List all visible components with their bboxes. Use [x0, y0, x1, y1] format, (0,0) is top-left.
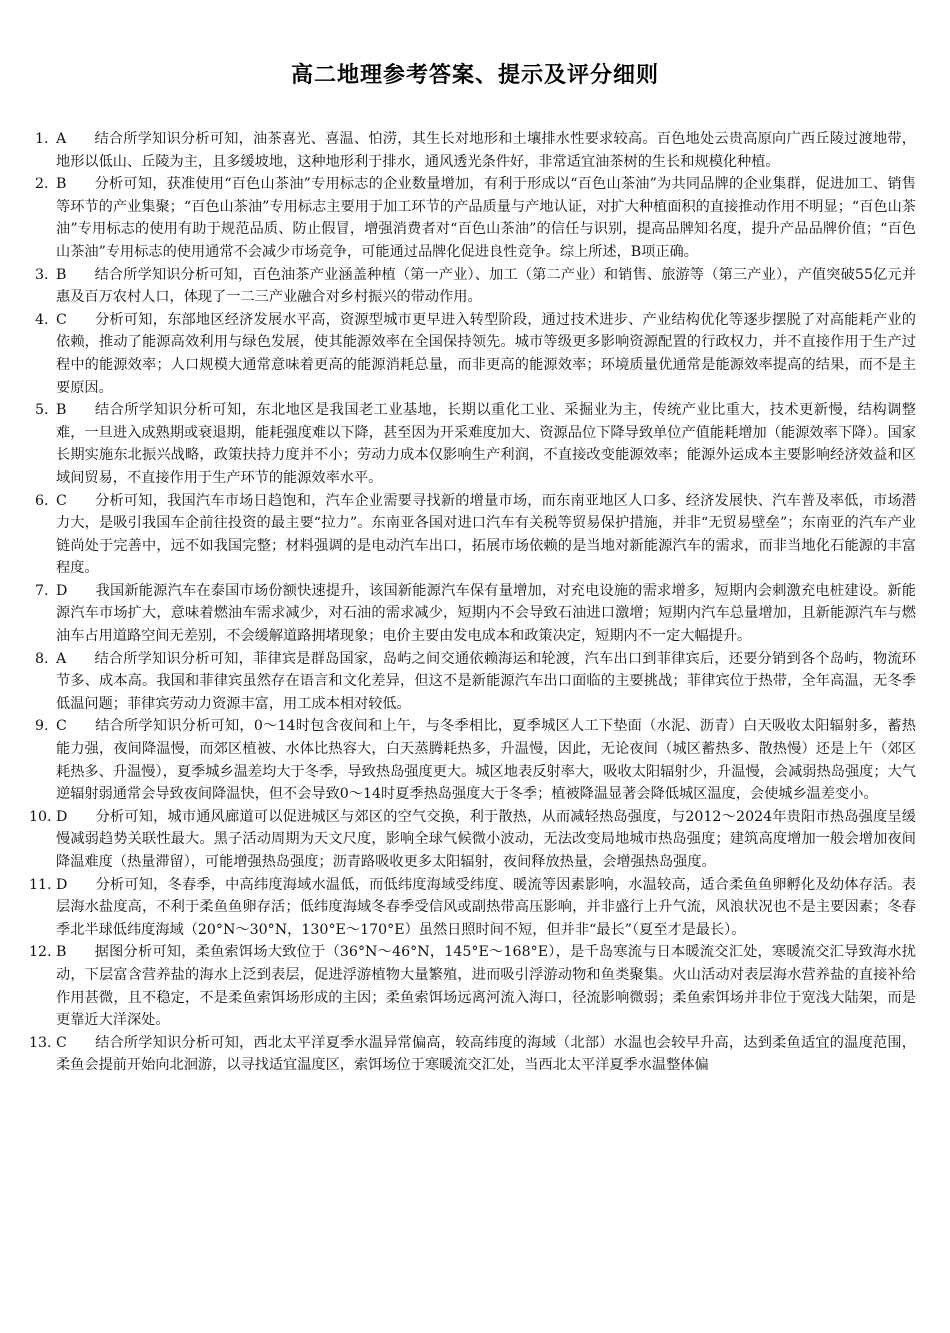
answer-explanation: 分析可知，冬春季，中高纬度海域水温低，而低纬度海域受纬度、暖流等因素影响，水温较高，适合柔鱼鱼卵孵化及幼体存活。表层海水盐度高，不利于柔鱼鱼卵存活；低纬度海域冬春季受信风或副热带高压影响，并非盛行上升气流，风浪状况也不是主要因素；冬春季北半球低纬度海域（20°N～30°N，130°E～170°E）虽然日照时间不短，但并非“最长”（夏至才是最长）。 [56, 876, 916, 938]
answer-item-10 [29, 806, 916, 874]
answer-item-11 [29, 874, 916, 942]
answer-option: D [56, 876, 68, 893]
answer-explanation: 结合所学知识分析可知，菲律宾是群岛国家，岛屿之间交通依赖海运和轮渡，汽车出口到菲律宾后，还要分销到各个岛屿，物流环节多、成本高。我国和菲律宾虽然存在语言和文化差异，但这不是新能源汽车出口面临的主要挑战；菲律宾位于热带，全年高温，无冬季低温问题；菲律宾劳动力资源丰富，用工成本相对较低。 [56, 650, 916, 712]
answer-option: B [56, 944, 67, 961]
page-title: 高二地理参考答案、提示及评分细则 [290, 63, 659, 88]
answer-option: B [56, 402, 67, 419]
answer-number: 8. [35, 650, 49, 667]
answer-number: 11. [29, 876, 52, 893]
answer-number: 4. [35, 311, 49, 328]
answer-item-6 [36, 490, 916, 580]
answer-item-13 [29, 1032, 916, 1077]
answer-number: 6. [35, 492, 49, 509]
answer-number: 1. [35, 131, 49, 147]
answer-item-2 [36, 173, 916, 263]
answer-explanation: 结合所学知识分析可知，东北地区是我国老工业基地，长期以重化工业、采掘业为主，传统产业比重大，技术更新慢，结构调整难，一旦进入成熟期或衰退期，能耗强度难以下降，甚至因为开采难度加大、资源品位下降导致单位产值能耗增加（能源效率下降）。国家长期实施东北振兴战略，政策扶持力度并不小；劳动力成本仅影响生产利润，不直接改变能源效率；能源外运成本主要影响经济效益和区域间贸易，不直接作用于生产环节的能源效率水平。 [56, 402, 916, 486]
answer-item-13-clip [29, 1032, 916, 1074]
answer-item-3 [36, 264, 916, 309]
answer-option: C [56, 492, 67, 509]
answer-option: C [56, 311, 67, 328]
answer-number: 12. [29, 944, 52, 961]
answer-option: A [56, 650, 67, 667]
answer-option: B [56, 266, 67, 283]
answer-explanation: 据图分析可知，柔鱼索饵场大致位于（36°N～46°N，145°E～168°E），是千岛寒流与日本暖流交汇处，寒暖流交汇导致海水扰动，下层富含营养盐的海水上泛到表层，促进浮游植物大量繁殖，进而吸引浮游动物和鱼类聚集。火山活动对表层海水营养盐的直接补给作用甚微，且不稳定，不是柔鱼索饵场形成的主因；柔鱼索饵场远离河流入海口，径流影响微弱；柔鱼索饵场并非位于宽浅大陆架，而是更靠近大洋深处。 [56, 944, 916, 1029]
answer-item-8 [36, 648, 916, 716]
answer-explanation: 结合所学知识分析可知，0～14时包含夜间和上午，与冬季相比，夏季城区人工下垫面（水泥、沥青）白天吸收太阳辐射多，蓄热能力强，夜间降温慢，而郊区植被、水体比热容大，白天蒸腾耗热多，升温慢，因此，无论夜间（城区蓄热多、散热慢）还是上午（郊区耗热多、升温慢），夏季城乡温差均大于冬季，导致热岛强度更大。城区地表反射率大，吸收太阳辐射少，升温慢，会减弱热岛强度；大气逆辐射弱通常会导致夜间降温快，但不会导致0～14时夏季热岛强度大于冬季；植被降温显著会降低城区温度，会使城乡温差变小。 [56, 718, 916, 803]
answer-item-9 [36, 715, 916, 805]
answer-explanation: 分析可知，获准使用“百色山茶油”专用标志的企业数量增加，有利于形成以“百色山茶油”为共同品牌的企业集群，促进加工、销售等环节的产业集聚；“百色山茶油”专用标志主要用于加工环节的产品质量与产地认证，对扩大种植面积的直接推动作用不明显；“百色山茶油”专用标志的使用有助于规范品质、防止假冒，增强消费者对“百色山茶油”的信任与识别，提高品牌知名度，提升产品品牌价值；“百色山茶油”专用标志的使用通常不会减少市场竞争，可能通过品牌化促进良性竞争。综上所述，B项正确。 [56, 176, 916, 260]
answer-item-12 [29, 941, 916, 1031]
answer-explanation: 分析可知，我国汽车市场日趋饱和，汽车企业需要寻找新的增量市场，而东南亚地区人口多、经济发展快、汽车普及率低，市场潜力大，是吸引我国车企前往投资的最主要“拉力”。东南亚各国对进口汽车有关税等贸易保护措施，并非“无贸易壁垒”；东南亚的汽车产业链尚处于完善中，远不如我国完整；材料强调的是电动汽车出口，拓展市场依赖的是当地对新能源汽车的需求，而非当地化石能源的丰富程度。 [56, 492, 916, 577]
answer-option: B [56, 176, 67, 193]
answer-number: 10. [29, 808, 52, 825]
answer-number: 13. [29, 1034, 52, 1051]
answer-explanation: 结合所学知识分析可知，百色油茶产业涵盖种植（第一产业）、加工（第二产业）和销售、旅游等（第三产业），产值突破55亿元并惠及百万农村人口，体现了一二三产业融合对乡村振兴的带动作用。 [56, 266, 916, 306]
answer-number: 5. [35, 402, 49, 419]
answer-number: 3. [35, 266, 49, 283]
answer-option: C [56, 718, 67, 735]
answer-option: D [56, 582, 68, 599]
answer-number: 7. [35, 582, 49, 599]
answer-option: D [56, 808, 68, 825]
answer-option: A [56, 131, 67, 147]
answer-item-4 [36, 309, 916, 399]
answer-list [29, 128, 916, 1074]
answer-item-1 [36, 128, 916, 173]
answer-explanation: 结合所学知识分析可知，油茶喜光、喜温、怕涝，其生长对地形和土壤排水性要求较高。百色地处云贵高原向广西丘陵过渡地带，地形以低山、丘陵为主，且多缓坡地，这种地形利于排水，通风透光条件好，非常适宜油茶树的生长和规模化种植。 [56, 131, 916, 170]
answer-explanation: 分析可知，城市通风廊道可以促进城区与郊区的空气交换，利于散热，从而减轻热岛强度，与2012～2024年贵阳市热岛强度呈缓慢减弱趋势关联性最大。黑子活动周期为天文尺度，影响全球气候微小波动，无法改变局地城市热岛强度；建筑高度增加一般会增加夜间降温难度（热量滞留），可能增强热岛强度；沥青路吸收更多太阳辐射，夜间释放热量，会增强热岛强度。 [56, 808, 916, 870]
answer-explanation: 结合所学知识分析可知，西北太平洋夏季水温异常偏高，较高纬度的海域（北部）水温也会较早升高，达到柔鱼适宜的温度范围，柔鱼会提前开始向北洄游，以寻找适宜温度区，索饵场位于寒暖流交汇处，当西北太平洋夏季水温整体偏 [56, 1034, 916, 1074]
answer-number: 2. [35, 176, 49, 193]
answer-item-5 [36, 399, 916, 489]
answer-explanation: 分析可知，东部地区经济发展水平高，资源型城市更早进入转型阶段，通过技术进步、产业结构优化等逐步摆脱了对高能耗产业的依赖，推动了能源高效利用与绿色发展，使其能源效率在全国保持领先。城市等级更多影响资源配置的行政权力，并不直接作用于生产过程中的能源效率；人口规模大通常意味着更高的能源消耗总量，而非更高的能源效率；环境质量优通常是能源效率提高的结果，而不是主要原因。 [56, 311, 916, 396]
answer-explanation: 我国新能源汽车在泰国市场份额快速提升，该国新能源汽车保有量增加，对充电设施的需求增多，短期内会刺激充电桩建设。新能源汽车市场扩大，意味着燃油车需求减少，对石油的需求减少，短期内不会导致石油进口激增；短期内汽车总量增加，且新能源汽车与燃油车占用道路空间无差别，不会缓解道路拥堵现象；电价主要由发电成本和政策决定，短期内不一定大幅提升。 [56, 582, 916, 645]
answer-option: C [56, 1034, 67, 1051]
answer-number: 9. [35, 718, 49, 735]
answer-item-7 [36, 580, 916, 648]
